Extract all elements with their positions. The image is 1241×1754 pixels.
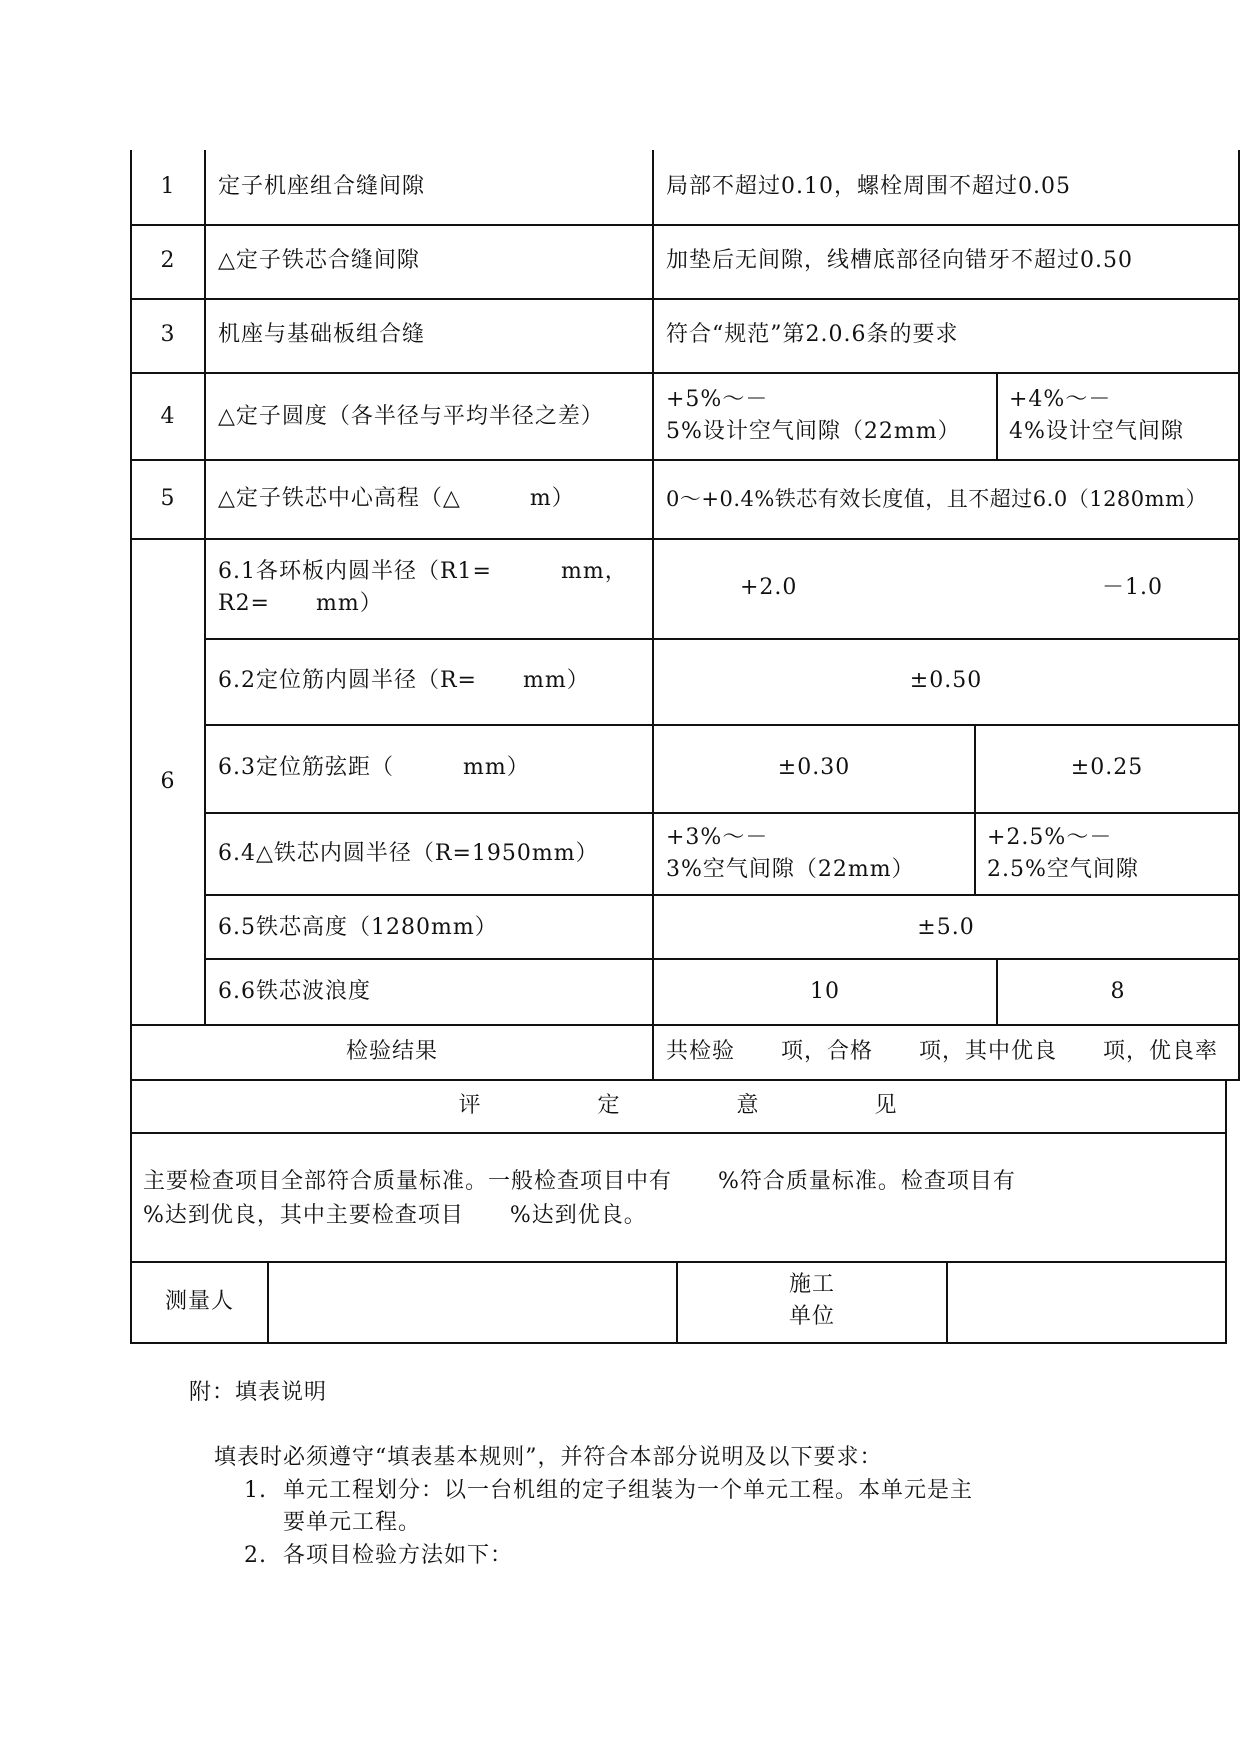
item-name: 机座与基础板组合缝 — [218, 322, 426, 347]
notes-intro: 填表时必须遵守“填表基本规则”，并符合本部分说明及以下要求： — [214, 1445, 883, 1470]
grid-line — [204, 724, 1240, 726]
sub-item-name: 6.6铁芯波浪度 — [218, 979, 371, 1004]
grid-line — [130, 1024, 1240, 1026]
evaluation-title-char: 评 — [458, 1093, 482, 1118]
sub-item-value-b: －1.0 — [1102, 575, 1163, 600]
sub-item-value-a: 10 — [810, 979, 840, 1004]
sub-item-value: ±0.50 — [909, 668, 983, 693]
sub-item-name: 6.2定位筋内圆半径（R= mm） — [218, 668, 590, 693]
grid-line — [204, 958, 1240, 960]
standard-value: 0～+0.4%铁芯有效长度值，且不超过6.0（1280mm） — [666, 487, 1207, 511]
standard-value-a: +5%～－ 5%设计空气间隙（22mm） — [666, 387, 961, 444]
grid-line — [1238, 150, 1240, 1080]
result-text: 共检验 项，合格 项，其中优良 项，优良率 — [666, 1039, 1219, 1064]
evaluation-title-char: 意 — [736, 1093, 760, 1118]
result-label: 检验结果 — [345, 1039, 438, 1064]
sub-item-name: 6.1各环板内圆半径（R1= mm， R2= mm） — [218, 559, 628, 616]
grid-line — [130, 459, 1240, 461]
row-number: 6 — [160, 769, 176, 794]
sub-item-name: 6.3定位筋弦距（ mm） — [218, 755, 530, 780]
grid-line — [204, 894, 1240, 896]
sub-item-value-b: 8 — [1110, 979, 1126, 1004]
item-name: △定子铁芯中心高程（△ m） — [218, 486, 575, 511]
grid-line — [1225, 1080, 1227, 1343]
evaluation-title-char: 定 — [597, 1093, 621, 1118]
grid-line — [130, 372, 1240, 374]
sub-item-name: 6.5铁芯高度（1280mm） — [218, 915, 498, 940]
notes-item-number: 2. — [244, 1543, 267, 1568]
sub-item-value-b: ±0.25 — [1070, 755, 1144, 780]
sub-item-value-a: ±0.30 — [777, 755, 851, 780]
construction-unit-label: 施工 单位 — [788, 1272, 835, 1329]
sub-item-value-a: +2.0 — [740, 575, 798, 600]
grid-line — [130, 538, 1240, 540]
standard-value: 符合“规范”第2.0.6条的要求 — [666, 322, 959, 347]
row-number: 1 — [160, 174, 176, 199]
sub-item-value: ±5.0 — [917, 915, 975, 940]
item-name: △定子圆度（各半径与平均半径之差） — [218, 404, 604, 429]
sub-item-name: 6.4△铁芯内圆半径（R=1950mm） — [218, 841, 599, 866]
grid-line — [130, 224, 1240, 226]
item-name: △定子铁芯合缝间隙 — [218, 248, 420, 273]
standard-value-b: +4%～－ 4%设计空气间隙 — [1009, 387, 1184, 444]
grid-line — [204, 638, 1240, 640]
item-name: 定子机座组合缝间隙 — [218, 174, 426, 199]
grid-line — [204, 812, 1240, 814]
row-number: 5 — [160, 486, 176, 511]
grid-line — [130, 1342, 1227, 1344]
evaluation-text: 主要检查项目全部符合质量标准。一般检查项目中有 %符合质量标准。检查项目有 %达到优良，其中主要检查项目 %达到优良。 — [143, 1169, 1016, 1228]
measurer-label: 测量人 — [164, 1289, 234, 1314]
grid-line — [130, 298, 1240, 300]
sub-item-value-a: +3%～－ 3%空气间隙（22mm） — [666, 825, 915, 882]
grid-line — [974, 725, 976, 895]
notes-item-number: 1. — [244, 1478, 267, 1503]
row-number: 3 — [160, 322, 176, 347]
notes-heading: 附：填表说明 — [189, 1380, 328, 1405]
sub-item-value-b: +2.5%～－ 2.5%空气间隙 — [987, 825, 1139, 882]
notes-item-text: 各项目检验方法如下： — [283, 1543, 514, 1568]
construction-unit-field[interactable] — [948, 1263, 1225, 1342]
standard-value: 加垫后无间隙，线槽底部径向错牙不超过0.50 — [666, 248, 1133, 273]
grid-line — [130, 1132, 1227, 1134]
row-number: 4 — [160, 404, 176, 429]
standard-value: 局部不超过0.10，螺栓周围不超过0.05 — [666, 174, 1071, 199]
notes-item-text: 单元工程划分：以一台机组的定子组装为一个单元工程。本单元是主 要单元工程。 — [283, 1478, 974, 1535]
row-number: 2 — [160, 248, 176, 273]
evaluation-title-char: 见 — [874, 1093, 898, 1118]
grid-line — [996, 373, 998, 460]
grid-line — [130, 1079, 1240, 1081]
measurer-field[interactable] — [269, 1263, 676, 1342]
